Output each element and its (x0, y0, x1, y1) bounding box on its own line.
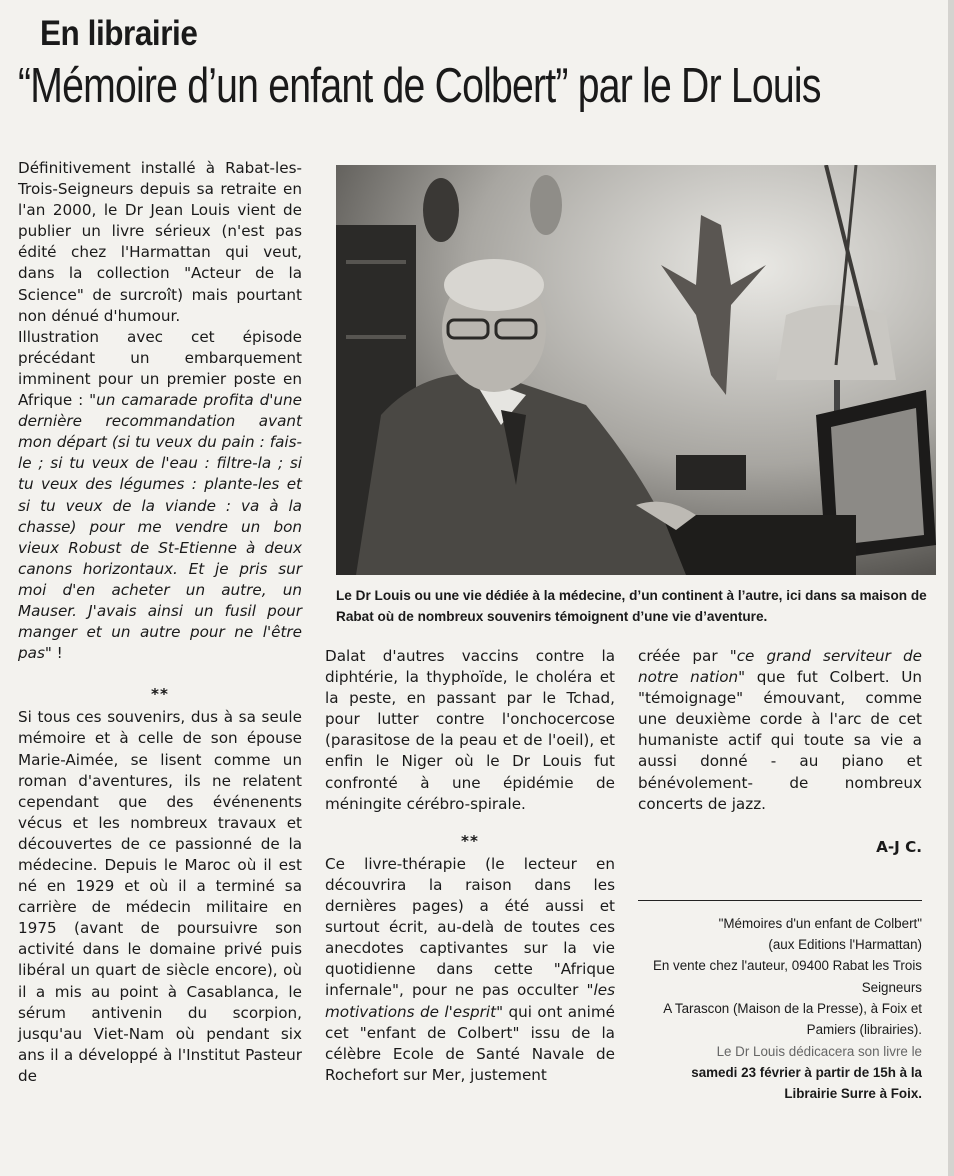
colbert-quote: ce grand serviteur de notre nation (638, 647, 923, 687)
article-photo (336, 165, 936, 575)
therapie-quote: les motivations de l'esprit (325, 981, 615, 1021)
signing-date: samedi 23 février à partir de 15h à la Librairie Surre à Foix. (691, 1064, 922, 1102)
paragraph-vaccins: Dalat d'autres vaccins contre la diphtérie, la thyphoïde, le choléra et la peste, en passant par le Tchad, pour lutter contre l'onchocercose (parasitose de la peau et de l'oeil), et enfin le Niger où le Dr Louis fut confronté à une épidémie de méningite cérébro-spirale. (325, 647, 615, 813)
anecdote-intro: Illustration avec cet épisode précédant un embarquement imminent pour un premier poste en Afrique : (18, 327, 302, 410)
paragraph-intro: Définitivement installé à Rabat-les-Trois-Seigneurs depuis sa retraite en l'an 2000, le Dr Jean Louis vient de publier un livre sérieux (n'est pas édité chez l'Harmattan qui veut, dans la collection "Acteur de la Science" de surcroît) mais pourtant non dénué d'humour. (18, 159, 302, 325)
sale-shops: A Tarascon (Maison de la Presse), à Foix et Pamiers (librairies). (663, 1001, 922, 1038)
paragraph-souvenirs: Si tous ces souvenirs, dus à sa seule mémoire et à celle de son épouse Marie-Aimée, se lisent comme un roman d'aventures, ils ne relatent cependant que des événenents vécus et les nombreux travaux et découvertes de ce passionné de la médecine. Depuis le Maroc où il est né en 1929 et où il a terminé sa carrière de médecin militaire en 1975 (avant de poursuivre son activité dans le domaine privé puis libéral un quart de siècle encore), où il a mis au point à Casablanca, le sérum antivenin du scorpion, jusqu'au Viet-Nam où pendant six ans il a développé à l'Institut Pasteur de (18, 708, 302, 1085)
book-publisher: (aux Editions l'Harmattan) (768, 937, 922, 953)
column-3 (638, 646, 922, 1105)
divider (638, 900, 922, 901)
book-info-box (638, 913, 922, 1105)
paragraph-colbert (638, 646, 922, 815)
signing-intro: Le Dr Louis dédicacera son livre le (716, 1043, 922, 1059)
photo-caption: Le Dr Louis ou une vie dédiée à la médecine, d’un continent à l’autre, ici dans sa maison de Rabat où de nombreux souvenirs témoignent d’une vie d’aventure. (336, 588, 927, 624)
anecdote-end: ! (51, 644, 63, 663)
page-edge (948, 0, 954, 1176)
section-separator: ** (151, 685, 169, 704)
therapie-text-b: " qui ont animé cet "enfant de Colbert" issu de la célèbre Ecole de Santé Navale de Rochefort sur Mer, justement (325, 1002, 615, 1084)
author-signature: A-J C. (876, 837, 922, 856)
article-headline: “Mémoire d’un enfant de Colbert” par le Dr Louis (18, 59, 821, 113)
column-1 (18, 158, 302, 1087)
anecdote-quote: "un camarade profita d'une dernière recommandation avant mon départ (si tu veux du pain : fais-le ; si tu veux de l'eau : filtre-la ; si tu veux des légumes : plante-les et si tu veux de la viande : va à la chasse) pour me vendre un bon vieux Robust de St-Etienne à deux canons horizontaux. Et je pris sur moi d'en acheter un autre, un Mauser. J'avais ainsi un fusil pour manger et un autre pour ne l'être pas" (18, 391, 302, 663)
sale-author: En vente chez l'auteur, 09400 Rabat les Trois Seigneurs (652, 958, 922, 995)
therapie-text-a: Ce livre-thérapie (le lecteur en découvrira la raison dans les dernières pages) a été aussi et surtout écrit, au-delà de toutes ces anecdotes captivantes sur la vie quotidienne dans cette "Afrique infernale", pour ne pas occulter " (325, 854, 615, 1000)
section-kicker: En librairie (40, 14, 198, 53)
section-separator: ** (461, 831, 479, 850)
paragraph-therapie (325, 854, 615, 1086)
column-2 (325, 646, 615, 1086)
colbert-text-b: " que fut Colbert. Un "témoignage" émouvant, comme une deuxième corde à l'arc de cet humaniste actif qui toute sa vie a aussi donné - au piano et bénévolement- de nombreux concerts de jazz. (638, 668, 922, 813)
colbert-text-a: créée par " (638, 647, 737, 665)
paragraph-anecdote (18, 327, 302, 665)
book-title: "Mémoires d'un enfant de Colbert" (718, 915, 922, 931)
photo-illustration (336, 165, 936, 575)
